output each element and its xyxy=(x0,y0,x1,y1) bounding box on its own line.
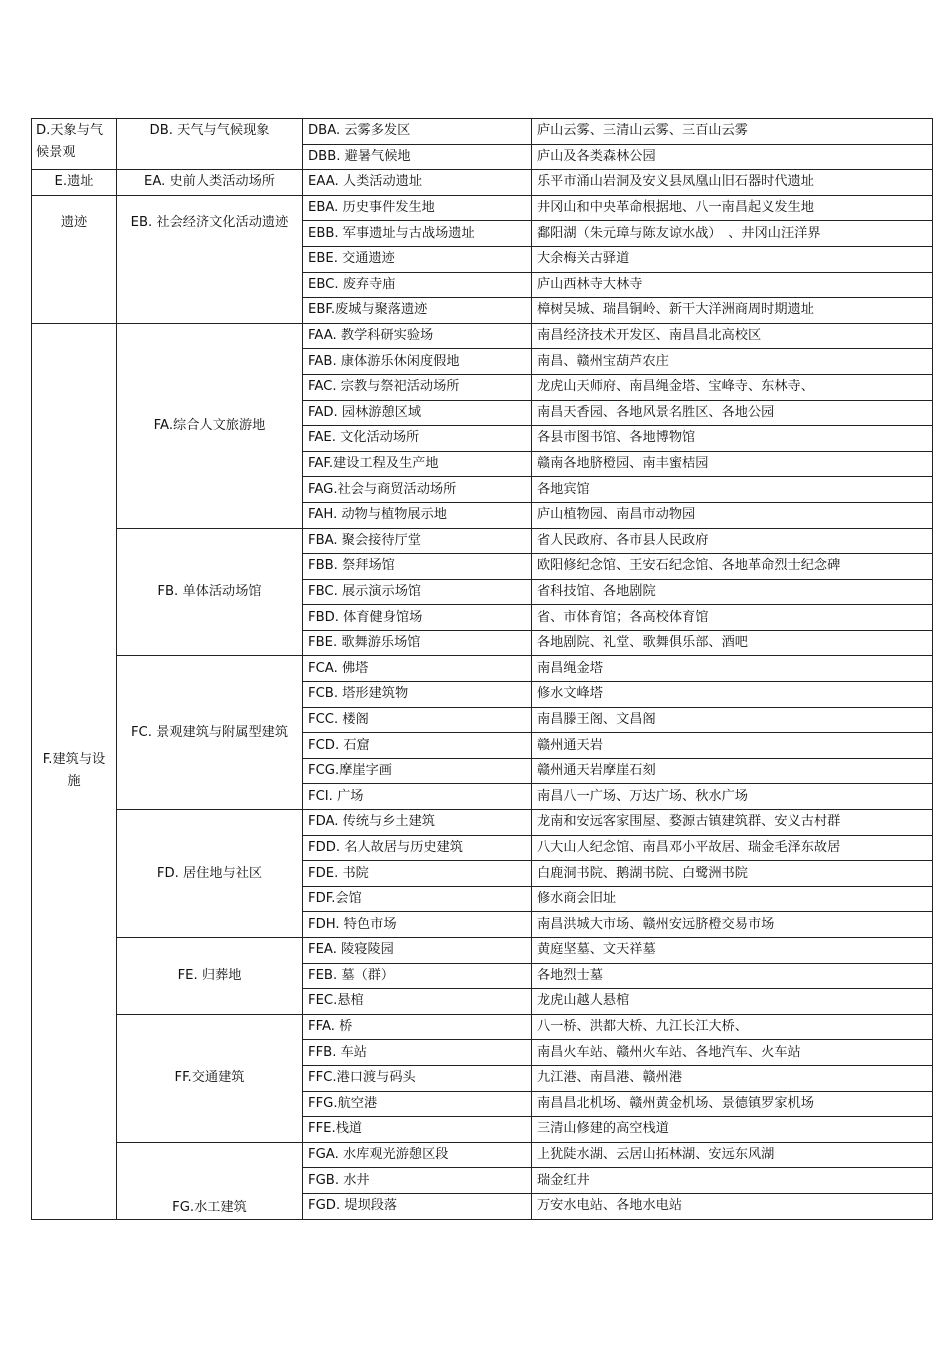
example-cell: 上犹陡水湖、云居山拓林湖、安远东风湖 xyxy=(532,1142,933,1168)
table-row xyxy=(32,810,933,836)
basic-type-cell: EAA. 人类活动遗址 xyxy=(303,170,532,196)
example-cell: 南昌滕王阁、文昌阁 xyxy=(532,707,933,733)
example-cell: 各县市图书馆、各地博物馆 xyxy=(532,426,933,452)
table-row xyxy=(32,1142,933,1168)
sub-category-cell: FA.综合人文旅游地 xyxy=(117,323,303,528)
basic-type-cell: FAD. 园林游憩区域 xyxy=(303,400,532,426)
example-cell: 欧阳修纪念馆、王安石纪念馆、各地革命烈士纪念碑 xyxy=(532,554,933,580)
basic-type-cell: FDH. 特色市场 xyxy=(303,912,532,938)
basic-type-cell: FFG.航空港 xyxy=(303,1091,532,1117)
basic-type-cell: FCD. 石窟 xyxy=(303,733,532,759)
table-row xyxy=(32,195,933,221)
example-cell: 各地剧院、礼堂、歌舞俱乐部、酒吧 xyxy=(532,630,933,656)
basic-type-cell: FFE.栈道 xyxy=(303,1117,532,1143)
example-cell: 龙虎山越人悬棺 xyxy=(532,989,933,1015)
sub-category-cell: FD. 居住地与社区 xyxy=(117,810,303,938)
basic-type-cell: EBB. 军事遗址与古战场遗址 xyxy=(303,221,532,247)
table-row xyxy=(32,938,933,964)
example-cell: 庐山植物园、南昌市动物园 xyxy=(532,502,933,528)
basic-type-cell: FAC. 宗教与祭祀活动场所 xyxy=(303,374,532,400)
example-cell: 各地宾馆 xyxy=(532,477,933,503)
basic-type-cell: FBA. 聚会接待厅堂 xyxy=(303,528,532,554)
example-cell: 南昌八一广场、万达广场、秋水广场 xyxy=(532,784,933,810)
example-cell: 大余梅关古驿道 xyxy=(532,246,933,272)
basic-type-cell: FGA. 水库观光游憩区段 xyxy=(303,1142,532,1168)
example-cell: 樟树吴城、瑞昌铜岭、新干大洋洲商周时期遗址 xyxy=(532,298,933,324)
example-cell: 赣州通天岩 xyxy=(532,733,933,759)
basic-type-cell: FFC.港口渡与码头 xyxy=(303,1065,532,1091)
example-cell: 八一桥、洪都大桥、九江长江大桥、 xyxy=(532,1014,933,1040)
example-cell: 赣南各地脐橙园、南丰蜜桔园 xyxy=(532,451,933,477)
example-cell: 省人民政府、各市县人民政府 xyxy=(532,528,933,554)
example-cell: 南昌昌北机场、赣州黄金机场、景德镇罗家机场 xyxy=(532,1091,933,1117)
basic-type-cell: FBD. 体育健身馆场 xyxy=(303,605,532,631)
table-row xyxy=(32,323,933,349)
basic-type-cell: EBF.废城与聚落遗迹 xyxy=(303,298,532,324)
basic-type-cell: FDA. 传统与乡土建筑 xyxy=(303,810,532,836)
example-cell: 南昌绳金塔 xyxy=(532,656,933,682)
example-cell: 南昌天香园、各地风景名胜区、各地公园 xyxy=(532,400,933,426)
basic-type-cell: FAG.社会与商贸活动场所 xyxy=(303,477,532,503)
example-cell: 乐平市涌山岩洞及安义县凤凰山旧石器时代遗址 xyxy=(532,170,933,196)
example-cell: 省、市体育馆；各高校体育馆 xyxy=(532,605,933,631)
basic-type-cell: FEB. 墓（群） xyxy=(303,963,532,989)
major-category-cell: 遗迹 xyxy=(32,195,117,323)
basic-type-cell: FDE. 书院 xyxy=(303,861,532,887)
basic-type-cell: FCA. 佛塔 xyxy=(303,656,532,682)
major-category-cell: F.建筑与设施 xyxy=(32,323,117,1219)
basic-type-cell: FEC.悬棺 xyxy=(303,989,532,1015)
example-cell: 庐山云雾、三清山云雾、三百山云雾 xyxy=(532,119,933,145)
example-cell: 南昌火车站、赣州火车站、各地汽车、火车站 xyxy=(532,1040,933,1066)
basic-type-cell: FCC. 楼阁 xyxy=(303,707,532,733)
basic-type-cell: DBA. 云雾多发区 xyxy=(303,119,532,145)
basic-type-cell: FBC. 展示演示场馆 xyxy=(303,579,532,605)
basic-type-cell: FCI. 广场 xyxy=(303,784,532,810)
example-cell: 龙虎山天师府、南昌绳金塔、宝峰寺、东林寺、 xyxy=(532,374,933,400)
example-cell: 各地烈士墓 xyxy=(532,963,933,989)
basic-type-cell: FGD. 堤坝段落 xyxy=(303,1193,532,1219)
example-cell: 鄱阳湖（朱元璋与陈友谅水战） 、井冈山汪洋界 xyxy=(532,221,933,247)
basic-type-cell: DBB. 避暑气候地 xyxy=(303,144,532,170)
table-row xyxy=(32,528,933,554)
example-cell: 修水商会旧址 xyxy=(532,886,933,912)
example-cell: 三清山修建的高空栈道 xyxy=(532,1117,933,1143)
table-row xyxy=(32,656,933,682)
example-cell: 南昌洪城大市场、赣州安远脐橙交易市场 xyxy=(532,912,933,938)
example-cell: 庐山及各类森林公园 xyxy=(532,144,933,170)
example-cell: 黄庭坚墓、文天祥墓 xyxy=(532,938,933,964)
example-cell: 修水文峰塔 xyxy=(532,682,933,708)
example-cell: 南昌经济技术开发区、南昌昌北高校区 xyxy=(532,323,933,349)
basic-type-cell: FDF.会馆 xyxy=(303,886,532,912)
sub-category-cell: FF.交通建筑 xyxy=(117,1014,303,1142)
sub-category-cell: FE. 归葬地 xyxy=(117,938,303,1015)
basic-type-cell: FFB. 车站 xyxy=(303,1040,532,1066)
basic-type-cell: FGB. 水井 xyxy=(303,1168,532,1194)
example-cell: 瑞金红井 xyxy=(532,1168,933,1194)
basic-type-cell: EBA. 历史事件发生地 xyxy=(303,195,532,221)
sub-category-cell: EA. 史前人类活动场所 xyxy=(117,170,303,196)
example-cell: 万安水电站、各地水电站 xyxy=(532,1193,933,1219)
example-cell: 庐山西林寺大林寺 xyxy=(532,272,933,298)
basic-type-cell: FAE. 文化活动场所 xyxy=(303,426,532,452)
table-row xyxy=(32,170,933,196)
basic-type-cell: FCG.摩崖字画 xyxy=(303,758,532,784)
basic-type-cell: FDD. 名人故居与历史建筑 xyxy=(303,835,532,861)
sub-category-cell: EB. 社会经济文化活动遗迹 xyxy=(117,195,303,323)
example-cell: 省科技馆、各地剧院 xyxy=(532,579,933,605)
sub-category-cell: FC. 景观建筑与附属型建筑 xyxy=(117,656,303,810)
basic-type-cell: FBE. 歌舞游乐场馆 xyxy=(303,630,532,656)
sub-category-cell: FB. 单体活动场馆 xyxy=(117,528,303,656)
basic-type-cell: FAH. 动物与植物展示地 xyxy=(303,502,532,528)
classification-table xyxy=(31,118,933,1220)
basic-type-cell: FAB. 康体游乐休闲度假地 xyxy=(303,349,532,375)
example-cell: 白鹿洞书院、鹅湖书院、白鹭洲书院 xyxy=(532,861,933,887)
basic-type-cell: FCB. 塔形建筑物 xyxy=(303,682,532,708)
major-category-cell: E.遗址 xyxy=(32,170,117,196)
table-row xyxy=(32,119,933,145)
table-body xyxy=(32,119,933,1220)
example-cell: 龙南和安远客家围屋、婺源古镇建筑群、安义古村群 xyxy=(532,810,933,836)
basic-type-cell: FAA. 教学科研实验场 xyxy=(303,323,532,349)
basic-type-cell: EBE. 交通遗迹 xyxy=(303,246,532,272)
example-cell: 南昌、赣州宝葫芦农庄 xyxy=(532,349,933,375)
major-category-cell: D.天象与气候景观 xyxy=(32,119,117,170)
sub-category-cell: FG.水工建筑 xyxy=(117,1142,303,1219)
basic-type-cell: FFA. 桥 xyxy=(303,1014,532,1040)
table-row xyxy=(32,1014,933,1040)
example-cell: 赣州通天岩摩崖石刻 xyxy=(532,758,933,784)
example-cell: 八大山人纪念馆、南昌邓小平故居、瑞金毛泽东故居 xyxy=(532,835,933,861)
sub-category-cell: DB. 天气与气候现象 xyxy=(117,119,303,170)
example-cell: 九江港、南昌港、赣州港 xyxy=(532,1065,933,1091)
basic-type-cell: FEA. 陵寝陵园 xyxy=(303,938,532,964)
basic-type-cell: FBB. 祭拜场馆 xyxy=(303,554,532,580)
basic-type-cell: EBC. 废弃寺庙 xyxy=(303,272,532,298)
example-cell: 井冈山和中央革命根据地、八一南昌起义发生地 xyxy=(532,195,933,221)
basic-type-cell: FAF.建设工程及生产地 xyxy=(303,451,532,477)
